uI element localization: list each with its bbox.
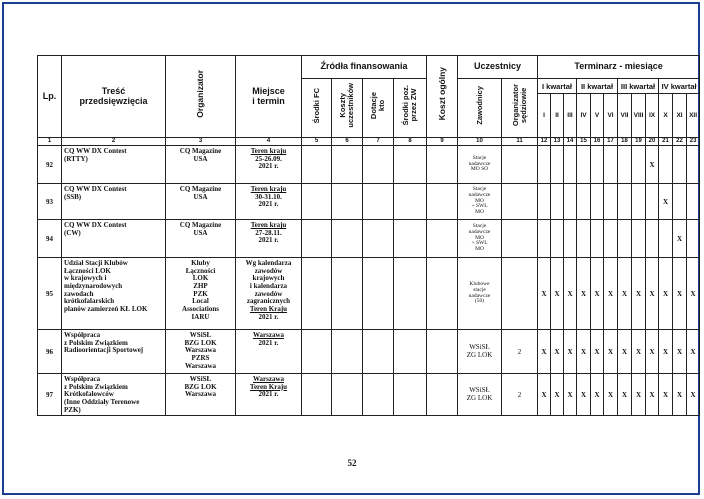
row-month-mark <box>577 184 591 220</box>
row-month-mark <box>618 220 632 258</box>
row-empty-cell <box>394 220 427 258</box>
row-miejsce-place-2: Teren Kraju <box>249 382 288 391</box>
row-month-mark <box>551 146 564 184</box>
row-month-mark <box>604 146 618 184</box>
column-number: 20 <box>646 138 659 146</box>
header-miejsce: Miejsce i termin <box>236 56 302 138</box>
row-month-mark <box>604 184 618 220</box>
row-miejsce-place: Teren kraju <box>250 185 287 193</box>
row-month-mark: X <box>632 374 646 416</box>
row-miejsce <box>236 374 302 416</box>
row-month-mark: X <box>632 258 646 330</box>
row-zawodnicy: Stacje nadawcze MO + SWL MO <box>458 220 502 258</box>
row-month-mark <box>659 146 673 184</box>
row-month-mark: X <box>551 330 564 374</box>
row-organizator: WSiSŁ BZG LOK Warszawa <box>166 374 236 416</box>
table-row <box>38 258 700 330</box>
row-month-mark: X <box>646 258 659 330</box>
header-quarter-3: III kwartał <box>618 79 659 94</box>
row-month-mark: X <box>659 258 673 330</box>
header-month-3: III <box>564 94 577 138</box>
column-number: 1 <box>38 138 62 146</box>
row-sedziowie <box>502 220 538 258</box>
row-month-mark: X <box>687 258 700 330</box>
header-dotacje-kto: Dotacje kto <box>363 79 394 138</box>
row-miejsce <box>236 220 302 258</box>
row-empty-cell <box>427 258 458 330</box>
column-number: 4 <box>236 138 302 146</box>
row-empty-cell <box>363 374 394 416</box>
row-month-mark <box>564 220 577 258</box>
row-miejsce-place-2: Teren Kraju <box>249 305 288 314</box>
table-row <box>38 146 700 184</box>
row-empty-cell <box>302 330 332 374</box>
column-number: 22 <box>673 138 687 146</box>
row-month-mark: X <box>591 258 604 330</box>
header-lp: Lp. <box>38 56 62 138</box>
row-zawodnicy: Stacje nadawcze MO SO <box>458 146 502 184</box>
row-month-mark: X <box>564 330 577 374</box>
header-quarter-2: II kwartał <box>577 79 618 94</box>
table-row <box>38 330 700 374</box>
row-miejsce-term: 27-28.11. 2021 r. <box>255 228 282 245</box>
row-empty-cell <box>332 220 363 258</box>
row-month-mark <box>591 184 604 220</box>
row-month-mark: X <box>577 330 591 374</box>
header-organizator-sedziowie: Organizator sędziowie <box>502 79 538 138</box>
header-quarter-4: IV kwartał <box>659 79 700 94</box>
row-month-mark: X <box>538 374 551 416</box>
table-row <box>38 374 700 416</box>
row-month-mark <box>564 184 577 220</box>
row-lp: 93 <box>38 184 62 220</box>
row-miejsce-place: Teren kraju <box>250 147 287 155</box>
row-month-mark: X <box>659 374 673 416</box>
row-month-mark: X <box>659 330 673 374</box>
header-uczestnicy: Uczestnicy <box>458 56 538 79</box>
row-miejsce-term: 25-26.09. 2021 r. <box>255 154 282 171</box>
row-month-mark: X <box>673 330 687 374</box>
row-month-mark <box>632 146 646 184</box>
row-miejsce-place: Warszawa <box>252 331 285 339</box>
row-empty-cell <box>332 146 363 184</box>
column-number: 23 <box>687 138 700 146</box>
column-number: 14 <box>564 138 577 146</box>
row-empty-cell <box>427 146 458 184</box>
column-number: 19 <box>632 138 646 146</box>
row-miejsce-place: Warszawa <box>252 375 285 383</box>
row-month-mark: X <box>577 258 591 330</box>
header-srodki-fc: Środki FC <box>302 79 332 138</box>
row-empty-cell <box>394 330 427 374</box>
row-month-mark <box>687 220 700 258</box>
row-tresc: Współpraca z Polskim Związkiem Radioorientacji Sportowej <box>62 330 166 374</box>
row-month-mark <box>673 146 687 184</box>
row-month-mark <box>538 220 551 258</box>
page-number: 52 <box>347 458 357 468</box>
row-month-mark: X <box>604 330 618 374</box>
row-month-mark: X <box>551 258 564 330</box>
event-schedule-table <box>37 55 700 416</box>
row-month-mark <box>577 146 591 184</box>
column-number: 5 <box>302 138 332 146</box>
header-month-2: II <box>551 94 564 138</box>
row-empty-cell <box>332 374 363 416</box>
header-zawodnicy: Zawodnicy <box>458 79 502 138</box>
row-miejsce <box>236 146 302 184</box>
row-month-mark: X <box>591 374 604 416</box>
table-row <box>38 220 700 258</box>
row-empty-cell <box>427 330 458 374</box>
row-month-mark <box>591 146 604 184</box>
row-tresc: CQ WW DX Contest (CW) <box>62 220 166 258</box>
row-month-mark <box>646 184 659 220</box>
row-lp: 92 <box>38 146 62 184</box>
row-month-mark <box>618 184 632 220</box>
column-number: 21 <box>659 138 673 146</box>
row-sedziowie: 2 <box>502 374 538 416</box>
column-number: 11 <box>502 138 538 146</box>
row-month-mark: X <box>687 374 700 416</box>
row-month-mark: X <box>618 374 632 416</box>
row-lp: 95 <box>38 258 62 330</box>
header-month-8: VIII <box>632 94 646 138</box>
row-lp: 94 <box>38 220 62 258</box>
row-month-mark <box>687 184 700 220</box>
row-empty-cell <box>427 374 458 416</box>
row-month-mark: X <box>646 146 659 184</box>
column-number: 12 <box>538 138 551 146</box>
column-number: 8 <box>394 138 427 146</box>
row-empty-cell <box>363 184 394 220</box>
column-number: 9 <box>427 138 458 146</box>
header-month-10: X <box>659 94 673 138</box>
row-organizator: WSiSŁ BZG LOK Warszawa PZRS Warszawa <box>166 330 236 374</box>
row-empty-cell <box>302 146 332 184</box>
header-tresc: Treść przedsięwzięcia <box>62 56 166 138</box>
row-month-mark: X <box>618 258 632 330</box>
header-koszt-ogolny: Koszt ogólny <box>427 56 458 138</box>
header-terminarz: Terminarz - miesiące <box>538 56 700 79</box>
column-number: 2 <box>62 138 166 146</box>
row-empty-cell <box>332 330 363 374</box>
row-sedziowie <box>502 258 538 330</box>
row-empty-cell <box>394 146 427 184</box>
header-koszty-uczestnikow: Koszty uczestników <box>332 79 363 138</box>
header-month-11: XI <box>673 94 687 138</box>
column-number: 18 <box>618 138 632 146</box>
row-sedziowie: 2 <box>502 330 538 374</box>
row-empty-cell <box>302 258 332 330</box>
column-number: 13 <box>551 138 564 146</box>
row-month-mark: X <box>604 258 618 330</box>
row-month-mark: X <box>687 330 700 374</box>
row-month-mark <box>659 220 673 258</box>
row-organizator: CQ Magazine USA <box>166 184 236 220</box>
row-tresc: Udział Stacji Klubów Łączności LOK w krajowych i międzynarodowych zawodach krótkofalarskich planów zamierzeń KŁ LOK <box>62 258 166 330</box>
row-miejsce-term: 2021 r. <box>258 390 279 399</box>
row-month-mark: X <box>673 374 687 416</box>
row-empty-cell <box>394 374 427 416</box>
row-empty-cell <box>394 184 427 220</box>
row-month-mark: X <box>646 330 659 374</box>
row-empty-cell <box>332 258 363 330</box>
row-month-mark: X <box>551 374 564 416</box>
row-month-mark <box>618 146 632 184</box>
row-month-mark: X <box>659 184 673 220</box>
header-month-4: IV <box>577 94 591 138</box>
row-month-mark <box>632 220 646 258</box>
row-lp: 96 <box>38 330 62 374</box>
row-month-mark: X <box>632 330 646 374</box>
row-month-mark: X <box>564 258 577 330</box>
row-month-mark: X <box>577 374 591 416</box>
row-organizator: Kluby Łączności LOK ZHP PZK Local Associations IARU <box>166 258 236 330</box>
row-lp: 97 <box>38 374 62 416</box>
row-month-mark <box>577 220 591 258</box>
row-miejsce-term: Wg kalendarza zawodów krajowych i kalendarza zawodów zagranicznych <box>245 259 292 306</box>
row-miejsce-term: 30-31.10. 2021 r. <box>255 192 282 209</box>
column-number: 3 <box>166 138 236 146</box>
column-number: 7 <box>363 138 394 146</box>
row-miejsce <box>236 184 302 220</box>
row-month-mark: X <box>591 330 604 374</box>
row-empty-cell <box>363 330 394 374</box>
row-month-mark <box>687 146 700 184</box>
column-number: 16 <box>591 138 604 146</box>
column-number: 15 <box>577 138 591 146</box>
column-number: 10 <box>458 138 502 146</box>
table-row <box>38 184 700 220</box>
header-srodki-zw: Środki poz. przez ZW <box>394 79 427 138</box>
row-miejsce <box>236 330 302 374</box>
row-month-mark: X <box>538 330 551 374</box>
row-month-mark <box>538 184 551 220</box>
row-organizator: CQ Magazine USA <box>166 220 236 258</box>
row-empty-cell <box>332 184 363 220</box>
header-month-7: VII <box>618 94 632 138</box>
row-tresc: Współpraca z Polskim Związkiem Krótkofalowców (Inne Oddziały Terenowe PZK) <box>62 374 166 416</box>
row-empty-cell <box>427 220 458 258</box>
row-zawodnicy: Stacje nadawcze MO + SWL MO <box>458 184 502 220</box>
header-month-6: VI <box>604 94 618 138</box>
row-month-mark <box>604 220 618 258</box>
row-miejsce-place: Teren kraju <box>250 221 287 229</box>
row-empty-cell <box>302 184 332 220</box>
row-empty-cell <box>363 220 394 258</box>
row-empty-cell <box>363 146 394 184</box>
row-zawodnicy: WSiSŁ ZG LOK <box>458 330 502 374</box>
row-month-mark: X <box>646 374 659 416</box>
header-quarter-1: I kwartał <box>538 79 577 94</box>
row-organizator: CQ Magazine USA <box>166 146 236 184</box>
row-month-mark <box>551 220 564 258</box>
row-empty-cell <box>363 258 394 330</box>
row-zawodnicy: WSiSŁ ZG LOK <box>458 374 502 416</box>
header-month-9: IX <box>646 94 659 138</box>
header-month-1: I <box>538 94 551 138</box>
row-month-mark <box>646 220 659 258</box>
row-miejsce-term: 2021 r. <box>258 338 279 347</box>
row-tresc: CQ WW DX Contest (RTTY) <box>62 146 166 184</box>
row-miejsce-term-2: 2021 r. <box>258 312 279 321</box>
row-empty-cell <box>302 220 332 258</box>
row-empty-cell <box>302 374 332 416</box>
row-miejsce <box>236 258 302 330</box>
row-tresc: CQ WW DX Contest (SSB) <box>62 184 166 220</box>
header-organizator: Organizator <box>166 56 236 138</box>
row-month-mark <box>564 146 577 184</box>
row-sedziowie <box>502 146 538 184</box>
row-month-mark: X <box>564 374 577 416</box>
row-month-mark <box>673 184 687 220</box>
row-empty-cell <box>427 184 458 220</box>
row-month-mark: X <box>618 330 632 374</box>
row-zawodnicy: Klubowe stacje nadawcze (50) <box>458 258 502 330</box>
row-month-mark: X <box>538 258 551 330</box>
row-month-mark: X <box>673 258 687 330</box>
row-month-mark: X <box>673 220 687 258</box>
header-month-12: XII <box>687 94 700 138</box>
header-zrodla-finansowania: Źródła finansowania <box>302 56 427 79</box>
row-month-mark <box>591 220 604 258</box>
row-month-mark <box>632 184 646 220</box>
row-month-mark: X <box>604 374 618 416</box>
column-number: 17 <box>604 138 618 146</box>
header-month-5: V <box>591 94 604 138</box>
row-sedziowie <box>502 184 538 220</box>
column-number: 6 <box>332 138 363 146</box>
row-month-mark <box>538 146 551 184</box>
row-month-mark <box>551 184 564 220</box>
row-empty-cell <box>394 258 427 330</box>
